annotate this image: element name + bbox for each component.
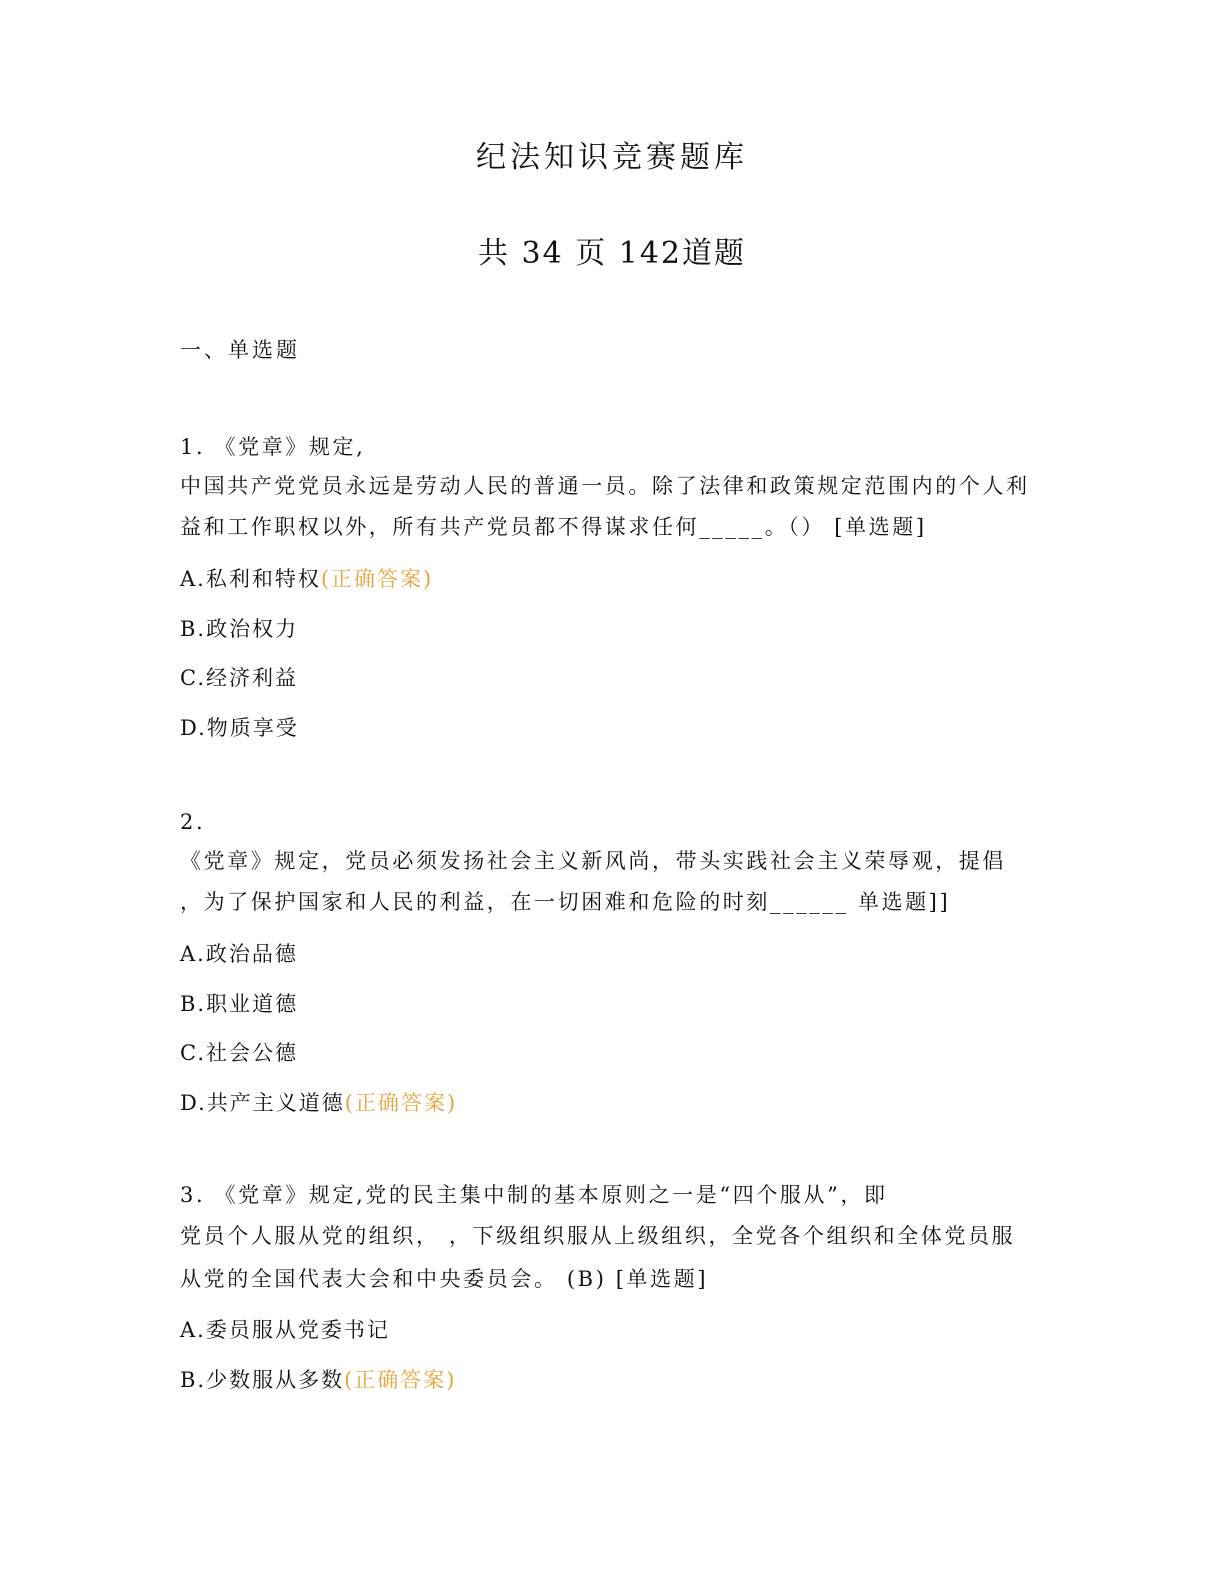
question-2-line-2: 《党章》规定，党员必须发扬社会主义新风尚，带头实践社会主义荣辱观，提倡 <box>180 849 1006 873</box>
question-1-option-d <box>180 713 299 743</box>
question-2-option-b <box>180 989 298 1019</box>
question-1-line-2: 中国共产党党员永远是劳动人民的普通一员。除了法律和政策规定范围内的个人利 <box>180 474 1030 498</box>
question-2-option-a <box>180 939 298 969</box>
option-text: D.物质享受 <box>180 716 299 740</box>
option-text: B.少数服从多数 <box>180 1368 345 1392</box>
question-3-option-a <box>180 1315 390 1345</box>
option-text: C.经济利益 <box>180 666 298 690</box>
question-3-line-2: 党员个人服从党的组织， ，下级组织服从上级组织，全党各个组织和全体党员服 <box>180 1224 1016 1248</box>
question-1-line-1: 1. 《党章》规定, <box>180 435 366 459</box>
question-1-option-c <box>180 663 298 693</box>
option-text: D.共产主义道德 <box>180 1091 345 1115</box>
question-3-line-3: 从党的全国代表大会和中央委员会。 (B) [单选题] <box>180 1267 709 1291</box>
correct-answer-mark: (正确答案) <box>344 1368 457 1392</box>
correct-answer-mark: (正确答案) <box>344 1091 458 1115</box>
option-text: C.社会公德 <box>180 1041 298 1065</box>
question-3-option-b <box>180 1365 457 1395</box>
document-subtitle: 共 34 页 142道题 <box>477 236 747 271</box>
option-text: A.政治品德 <box>180 942 298 966</box>
question-1-option-b <box>180 614 298 644</box>
correct-answer-mark: (正确答案) <box>320 567 434 591</box>
section-heading: 一、单选题 <box>180 338 300 362</box>
question-1-line-3: 益和工作职权以外，所有共产党员都不得谋求任何_____。（） [单选题] <box>180 515 927 539</box>
option-text: B.政治权力 <box>180 617 299 641</box>
question-1-option-a <box>180 564 433 594</box>
question-2-option-d <box>180 1088 457 1118</box>
question-2-line-3: ，为了保护国家和人民的利益，在一切困难和危险的时刻______ 单选题]] <box>180 890 951 914</box>
option-text: B.职业道德 <box>180 992 299 1016</box>
question-2-line-1: 2. <box>180 810 206 834</box>
question-3-line-1: 3. 《党章》规定,党的民主集中制的基本原则之一是“四个服从”，即 <box>180 1183 888 1207</box>
option-text: A.私利和特权 <box>180 567 321 591</box>
document-title: 纪法知识竞赛题库 <box>476 140 748 175</box>
question-2-option-c <box>180 1038 298 1068</box>
option-text: A.委员服从党委书记 <box>180 1318 390 1342</box>
